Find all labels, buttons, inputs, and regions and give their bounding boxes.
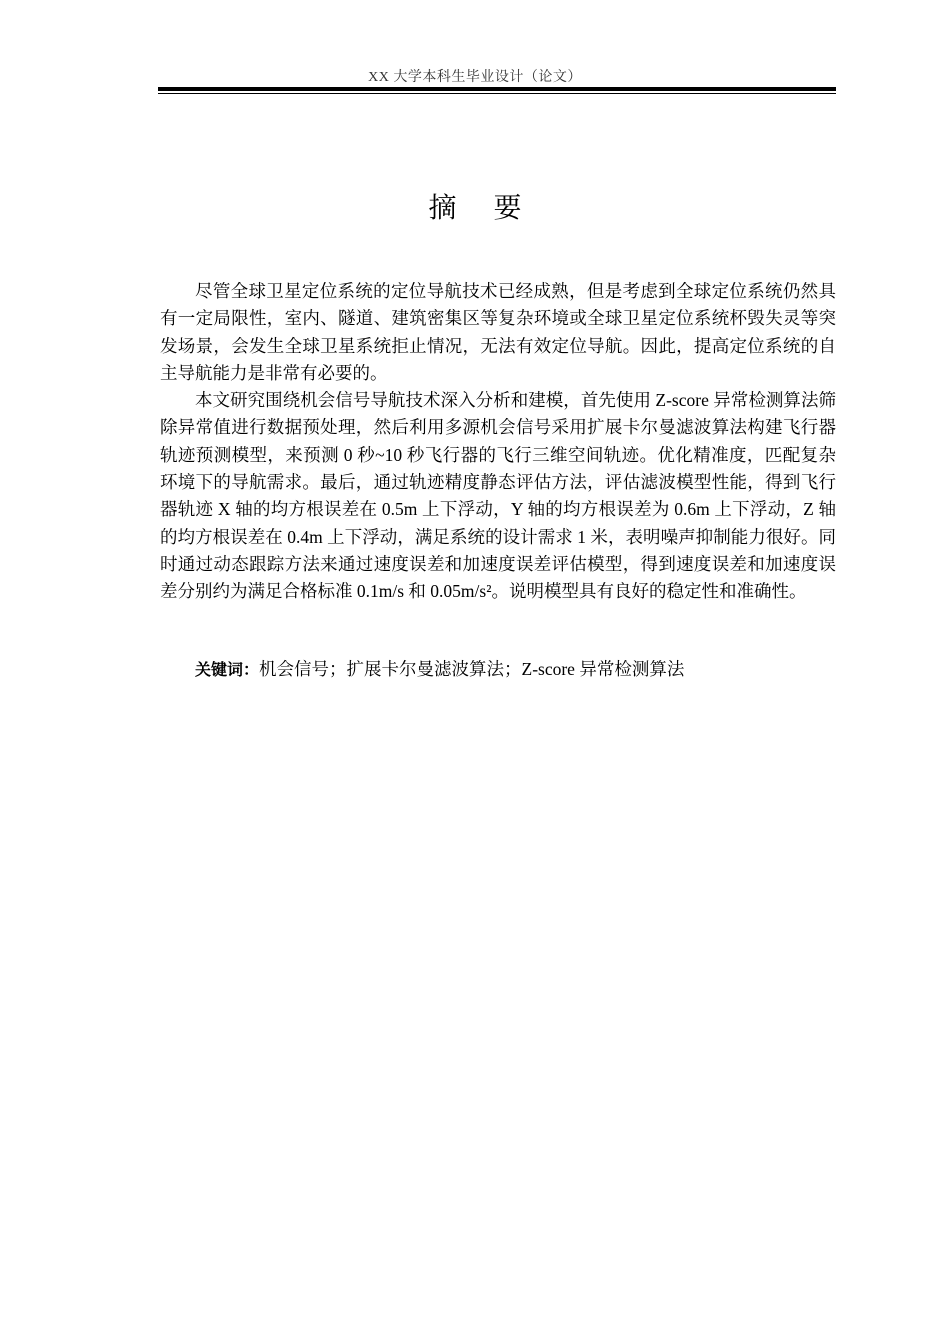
abstract-paragraph: 本文研究围绕机会信号导航技术深入分析和建模，首先使用 Z-score 异常检测算法筛除异常值进行数据预处理，然后利用多源机会信号采用扩展卡尔曼滤波算法构建飞行器轨迹预测模型，来预测 0 秒~10 秒飞行器的飞行三维空间轨迹。优化精准度，匹配复杂环境下的导航需求。最后，通过轨迹精度静态评估方法，评估滤波模型性能，得到飞行器轨迹 X 轴的均方根误差在 0.5m 上下浮动，Y 轴的均方根误差为 0.6m 上下浮动，Z 轴的均方根误差在 0.4m 上下浮动，满足系统的设计需求 1 米，表明噪声抑制能力很好。同时通过动态跟踪方法来通过速度误差和加速度误差评估模型，得到速度误差和加速度误差分别约为满足合格标准 0.1m/s 和 0.05m/s²。说明模型具有良好的稳定性和准确性。: [160, 390, 836, 602]
header-rule-thick: [158, 87, 836, 91]
keywords-label: 关键词：: [195, 660, 260, 679]
abstract-heading: 摘 要: [428, 191, 536, 224]
header-rule-thin: [158, 93, 836, 94]
keywords-text: 机会信号；扩展卡尔曼滤波算法；Z-score 异常检测算法: [259, 659, 685, 679]
abstract-body: [160, 278, 836, 606]
running-header: XX 大学本科生毕业设计（论文）: [368, 70, 582, 85]
keywords-line: [160, 656, 836, 683]
abstract-paragraph: 尽管全球卫星定位系统的定位导航技术已经成熟，但是考虑到全球定位系统仍然具有一定局限性，室内、隧道、建筑密集区等复杂环境或全球卫星定位系统杯毁失灵等突发场景，会发生全球卫星系统拒止情况，无法有效定位导航。因此，提高定位系统的自主导航能力是非常有必要的。: [160, 281, 836, 383]
